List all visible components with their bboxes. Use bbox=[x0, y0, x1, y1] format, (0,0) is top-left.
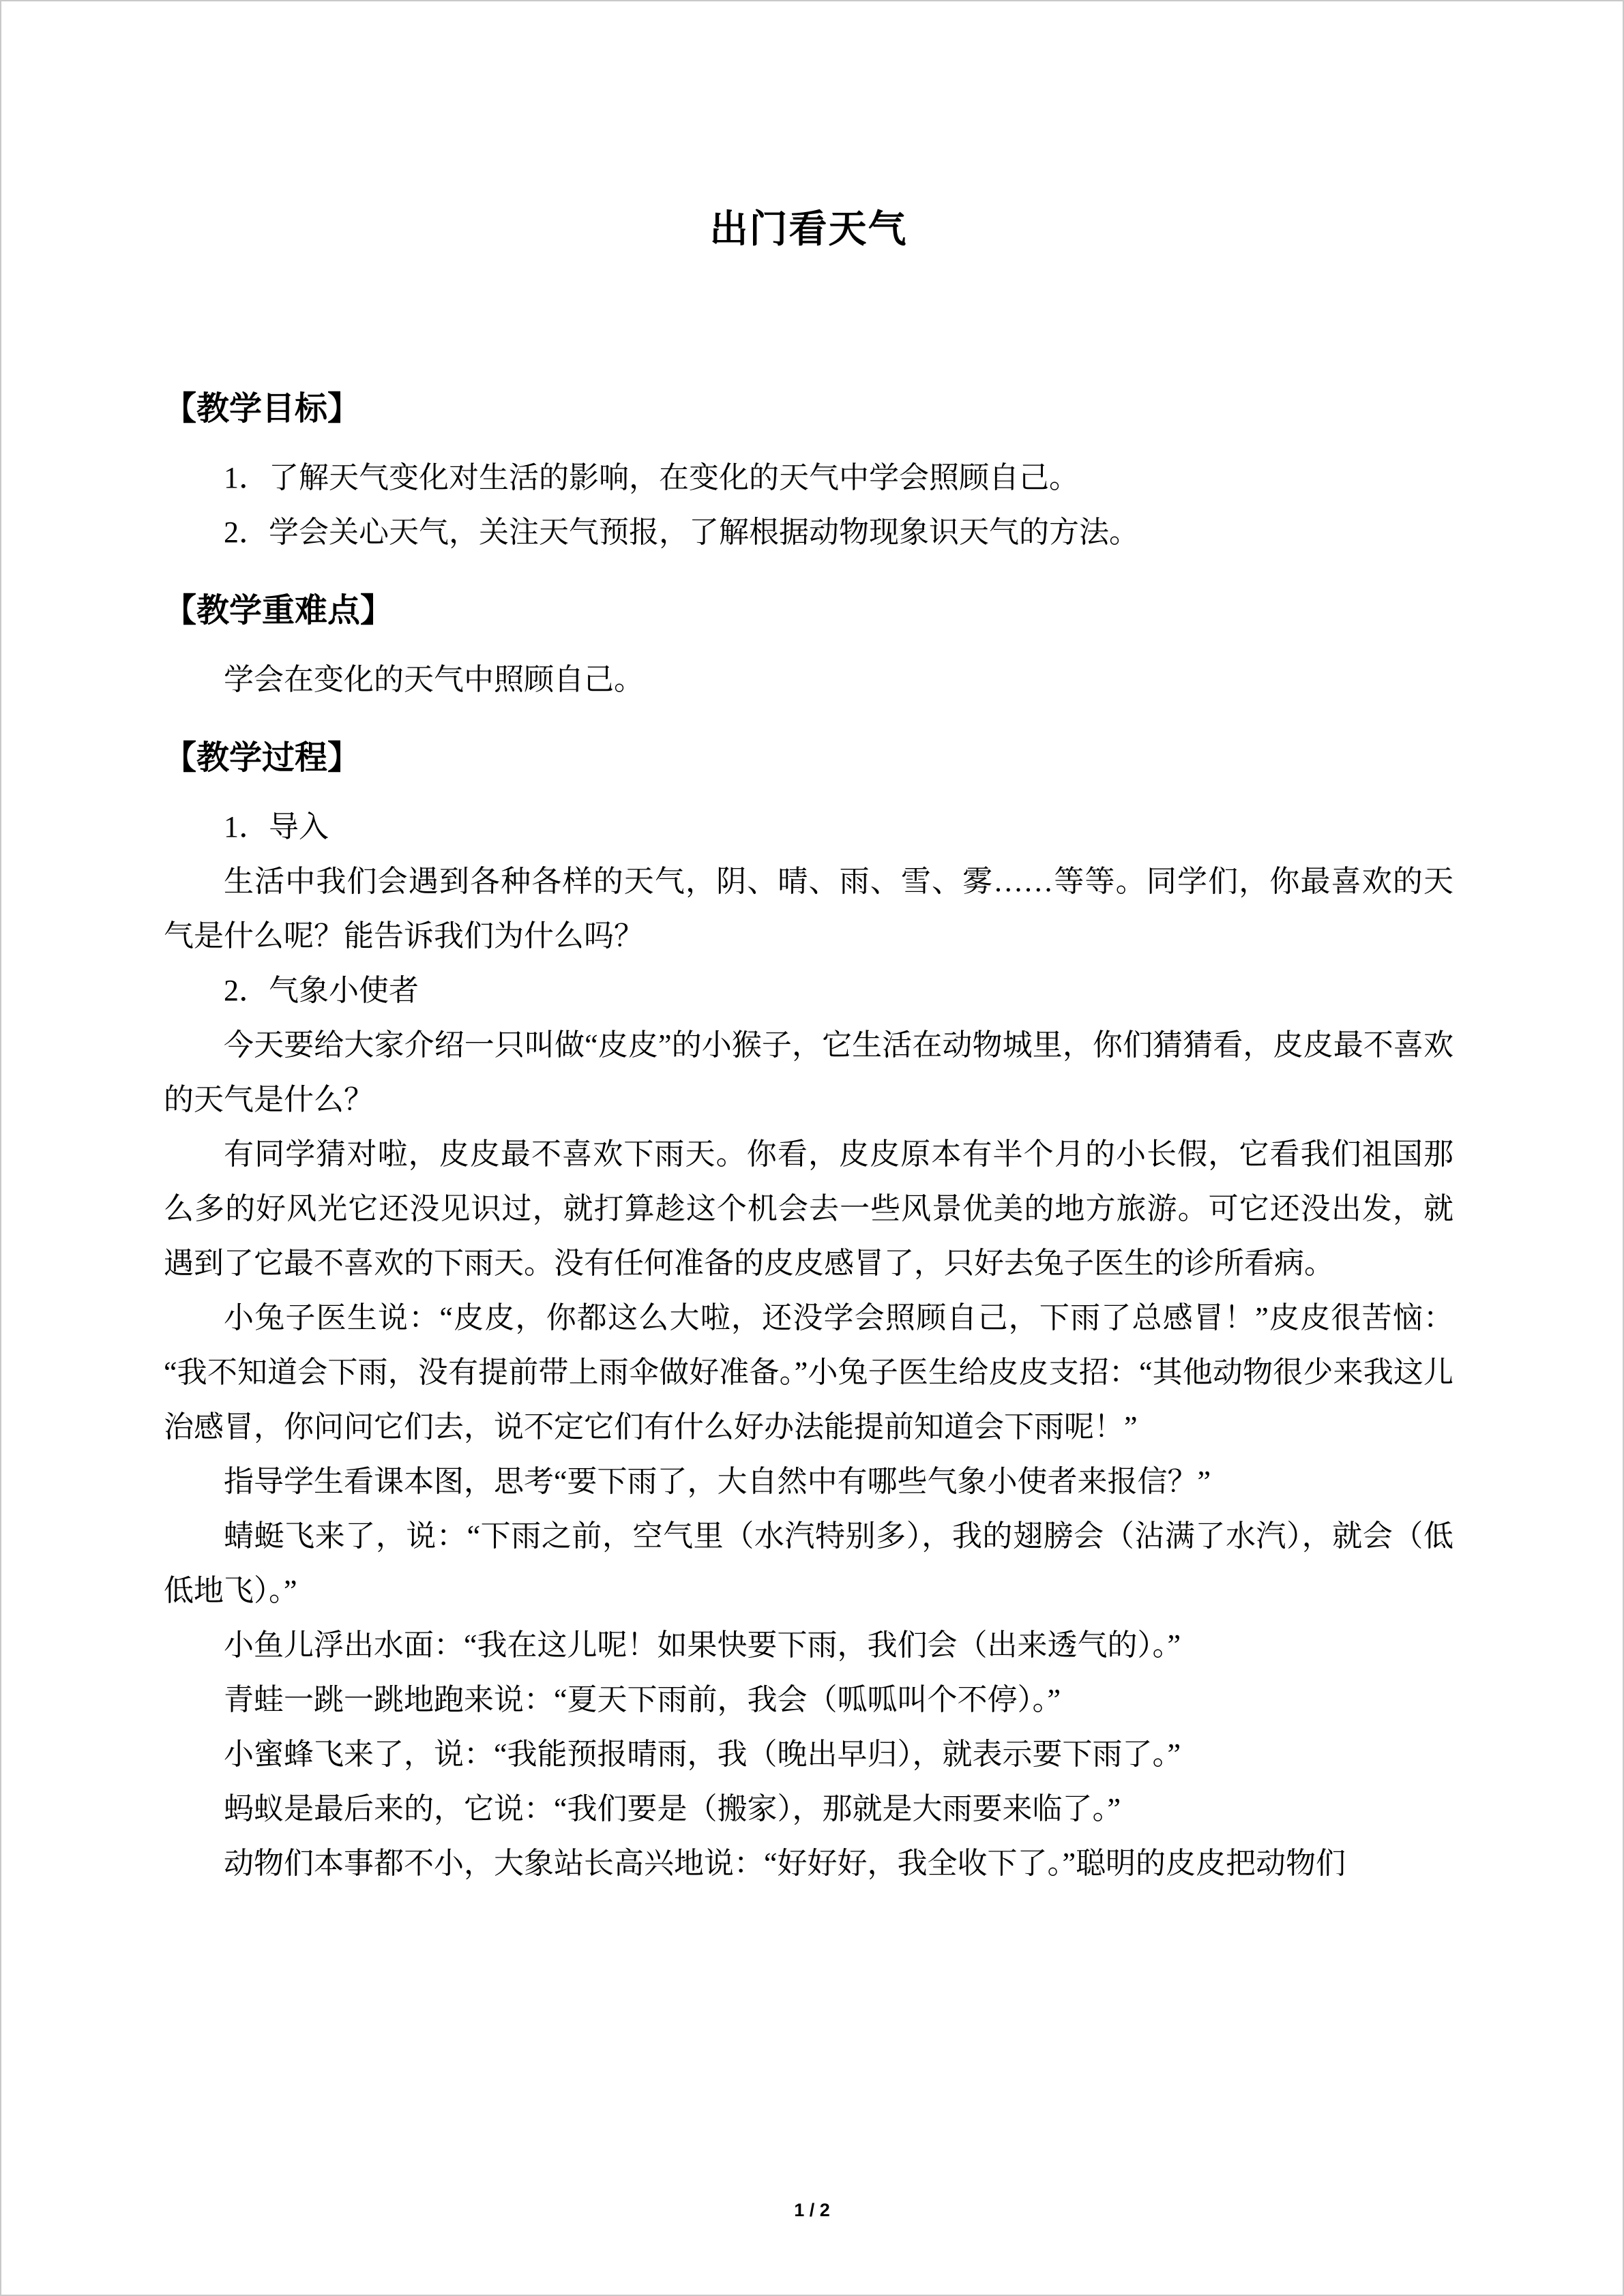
paragraph-monkey-story: 有同学猜对啦，皮皮最不喜欢下雨天。你看，皮皮原本有半个月的小长假，它看我们祖国那么多的好风光它还没见识过，就打算趁这个机会去一些风景优美的地方旅游。可它还没出发，就遇到了它最不喜欢的下雨天。没有任何准备的皮皮感冒了，只好去兔子医生的诊所看病。 bbox=[164, 1137, 1453, 1280]
paragraph-step-1-label: 1．导入 bbox=[224, 810, 329, 844]
paragraph-objective-1: 1．了解天气变化对生活的影响，在变化的天气中学会照顾自己。 bbox=[224, 461, 1079, 494]
paragraph-ant: 蚂蚁是最后来的，它说：“我们要是（搬家），那就是大雨要来临了。” bbox=[224, 1792, 1121, 1825]
heading-key-difficulties: 【教学重难点】 bbox=[164, 593, 394, 629]
heading-teaching-objectives: 【教学目标】 bbox=[164, 391, 361, 427]
document-body bbox=[1, 1, 1623, 1891]
paragraph-rabbit-doctor: 小兔子医生说：“皮皮，你都这么大啦，还没学会照顾自己，下雨了总感冒！”皮皮很苦恼：“我不知道会下雨，没有提前带上雨伞做好准备。”小兔子医生给皮皮支招：“其他动物很少来我这儿治感冒，你问问它们去，说不定它们有什么好办法能提前知道会下雨呢！” bbox=[164, 1301, 1453, 1444]
paragraph-dragonfly: 蜻蜓飞来了，说：“下雨之前，空气里（水汽特别多），我的翅膀会（沾满了水汽），就会（低低地飞）。” bbox=[164, 1519, 1453, 1607]
paragraph-frog: 青蛙一跳一跳地跑来说：“夏天下雨前，我会（呱呱叫个不停）。” bbox=[224, 1683, 1061, 1716]
paragraph-guide-question: 指导学生看课本图，思考“要下雨了，大自然中有哪些气象小使者来报信？” bbox=[224, 1465, 1211, 1498]
document-title: 出门看天气 bbox=[709, 209, 908, 251]
paragraph-elephant: 动物们本事都不小，大象站长高兴地说：“好好好，我全收下了。”聪明的皮皮把动物们 bbox=[224, 1847, 1346, 1880]
paragraph-bee: 小蜜蜂飞来了，说：“我能预报晴雨，我（晚出早归），就表示要下雨了。” bbox=[224, 1738, 1181, 1771]
paragraph-key-difficulty: 学会在变化的天气中照顾自己。 bbox=[224, 663, 644, 696]
paragraph-step-2-label: 2．气象小使者 bbox=[224, 974, 419, 1007]
paragraph-intro: 生活中我们会遇到各种各样的天气，阴、晴、雨、雪、雾……等等。同学们，你最喜欢的天气是什么呢？能告诉我们为什么吗？ bbox=[164, 865, 1453, 953]
paragraph-monkey-intro: 今天要给大家介绍一只叫做“皮皮”的小猴子，它生活在动物城里，你们猜猜看，皮皮最不喜欢的天气是什么？ bbox=[164, 1028, 1453, 1116]
heading-teaching-process: 【教学过程】 bbox=[164, 740, 361, 776]
page-number: 1 / 2 bbox=[794, 2200, 830, 2220]
paragraph-objective-2: 2．学会关心天气，关注天气预报，了解根据动物现象识天气的方法。 bbox=[224, 516, 1139, 549]
paragraph-fish: 小鱼儿浮出水面：“我在这儿呢！如果快要下雨，我们会（出来透气的）。” bbox=[224, 1628, 1181, 1662]
